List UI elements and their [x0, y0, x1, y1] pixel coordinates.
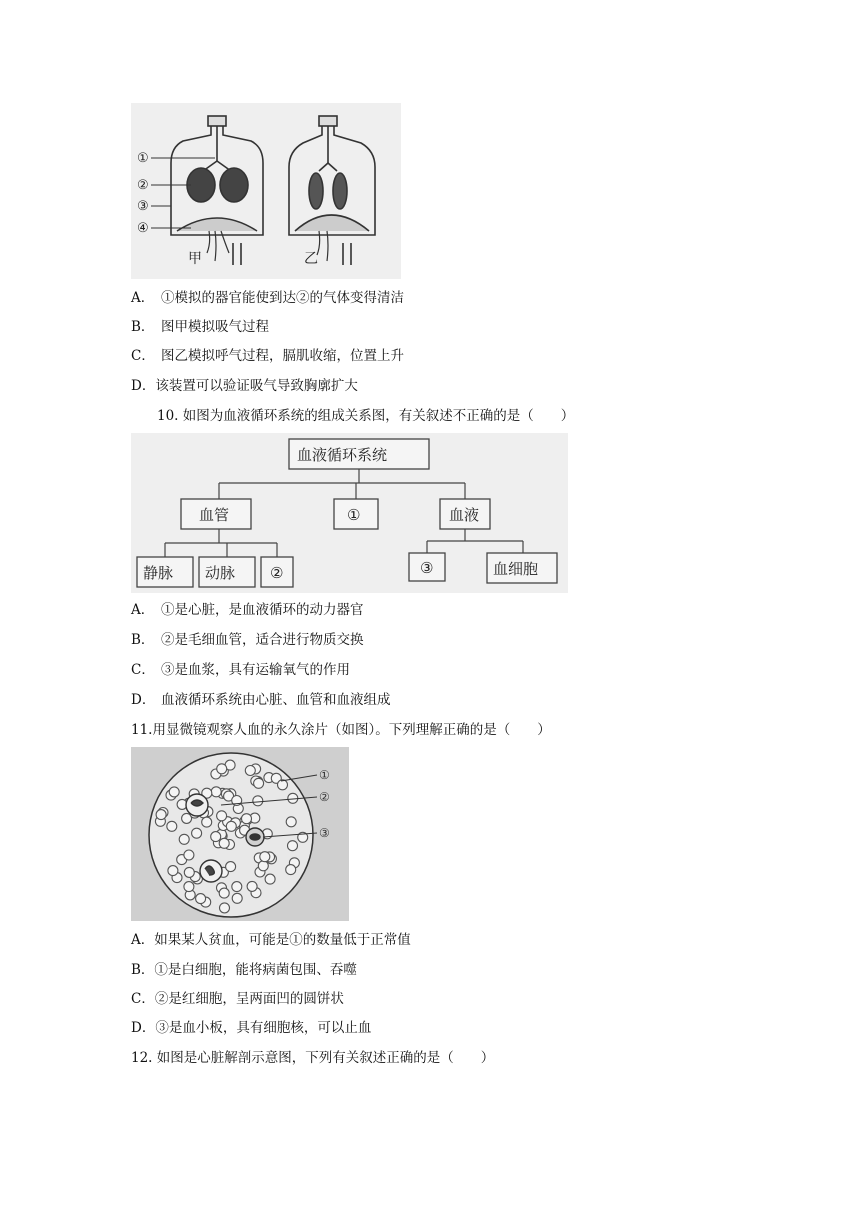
- q10-option-b: B． ②是毛细血管，适合进行物质交换: [131, 632, 364, 648]
- red-blood-cell: [278, 780, 288, 790]
- q10-option-a: A． ①是心脏，是血液循环的动力器官: [131, 602, 364, 618]
- red-blood-cell: [179, 834, 189, 844]
- red-blood-cell: [184, 867, 194, 877]
- red-blood-cell: [258, 861, 268, 871]
- node-vessel: 血管: [199, 506, 230, 524]
- red-blood-cell: [288, 841, 298, 851]
- red-blood-cell: [254, 778, 264, 788]
- red-blood-cell: [169, 787, 179, 797]
- platelet-cell: [246, 828, 264, 846]
- q9-option-d: D．该装置可以验证吸气导致胸廓扩大: [131, 378, 358, 394]
- q11-option-a: A．如果某人贫血，可能是①的数量低于正常值: [131, 932, 411, 948]
- red-blood-cell: [245, 766, 255, 776]
- circulation-diagram: [131, 433, 568, 593]
- fig9-caption-jia: 甲: [188, 251, 202, 267]
- node-3: ③: [420, 559, 434, 577]
- q11-stem: 11.用显微镜观察人血的永久涂片（如图）。下列理解正确的是（ ）: [131, 722, 551, 738]
- red-blood-cell: [202, 817, 212, 827]
- red-blood-cell: [217, 764, 227, 774]
- blood-smear-svg: [131, 747, 349, 921]
- red-blood-cell: [247, 881, 257, 891]
- red-blood-cell: [219, 888, 229, 898]
- q9-option-b: B． 图甲模拟吸气过程: [131, 319, 269, 335]
- q10-option-d: D． 血液循环系统由心脏、血管和血液组成: [131, 692, 391, 708]
- red-blood-cell: [217, 811, 227, 821]
- circulation-diagram-svg: [131, 433, 568, 593]
- smear-label-3: ③: [319, 826, 330, 840]
- red-blood-cell: [226, 862, 236, 872]
- red-blood-cell: [211, 832, 221, 842]
- q9-option-c: C． 图乙模拟呼气过程，膈肌收缩，位置上升: [131, 348, 404, 364]
- smear-label-1: ①: [319, 768, 330, 782]
- q10-stem: 10. 如图为血液循环系统的组成关系图，有关叙述不正确的是（ ）: [157, 408, 575, 424]
- red-blood-cell: [156, 810, 166, 820]
- red-blood-cell: [232, 882, 242, 892]
- node-artery: 动脉: [205, 564, 236, 582]
- red-blood-cell: [220, 903, 230, 913]
- node-blood: 血液: [449, 506, 480, 524]
- q11-option-c: C．②是红细胞，呈两面凹的圆饼状: [131, 991, 344, 1007]
- bell-jar-model-figure: [131, 103, 401, 279]
- red-blood-cell: [286, 865, 296, 875]
- red-blood-cell: [265, 874, 275, 884]
- q10-option-c: C． ③是血浆，具有运输氧气的作用: [131, 662, 350, 678]
- red-blood-cell: [184, 850, 194, 860]
- fig9-label-4: ④: [137, 221, 149, 236]
- red-blood-cell: [286, 817, 296, 827]
- fig9-caption-yi: 乙: [304, 251, 318, 267]
- node-cells: 血细胞: [493, 560, 539, 578]
- red-blood-cell: [226, 821, 236, 831]
- node-1: ①: [347, 506, 361, 524]
- blood-smear-figure: [131, 747, 349, 921]
- node-vein: 静脉: [143, 564, 174, 582]
- bell-jar-model-svg: [131, 103, 401, 279]
- red-blood-cell: [196, 894, 206, 904]
- q11-option-b: B．①是白细胞，能将病菌包围、吞噬: [131, 962, 357, 978]
- fig9-label-2: ②: [137, 178, 149, 193]
- smear-label-2: ②: [319, 790, 330, 804]
- red-blood-cell: [211, 787, 221, 797]
- fig9-label-3: ③: [137, 199, 149, 214]
- q11-option-d: D．③是血小板，具有细胞核，可以止血: [131, 1020, 372, 1036]
- node-root: 血液循环系统: [297, 446, 388, 464]
- red-blood-cell: [168, 866, 178, 876]
- q12-stem: 12. 如图是心脏解剖示意图，下列有关叙述正确的是（ ）: [131, 1050, 495, 1066]
- red-blood-cell: [219, 838, 229, 848]
- red-blood-cell: [192, 828, 202, 838]
- red-blood-cell: [167, 821, 177, 831]
- red-blood-cell: [260, 852, 270, 862]
- q9-option-a: A． ①模拟的器官能使到达②的气体变得清洁: [131, 290, 404, 306]
- red-blood-cell: [253, 796, 263, 806]
- fig9-label-1: ①: [137, 151, 149, 166]
- red-blood-cell: [184, 882, 194, 892]
- red-blood-cell: [242, 814, 252, 824]
- red-blood-cell: [232, 893, 242, 903]
- node-2: ②: [270, 564, 284, 582]
